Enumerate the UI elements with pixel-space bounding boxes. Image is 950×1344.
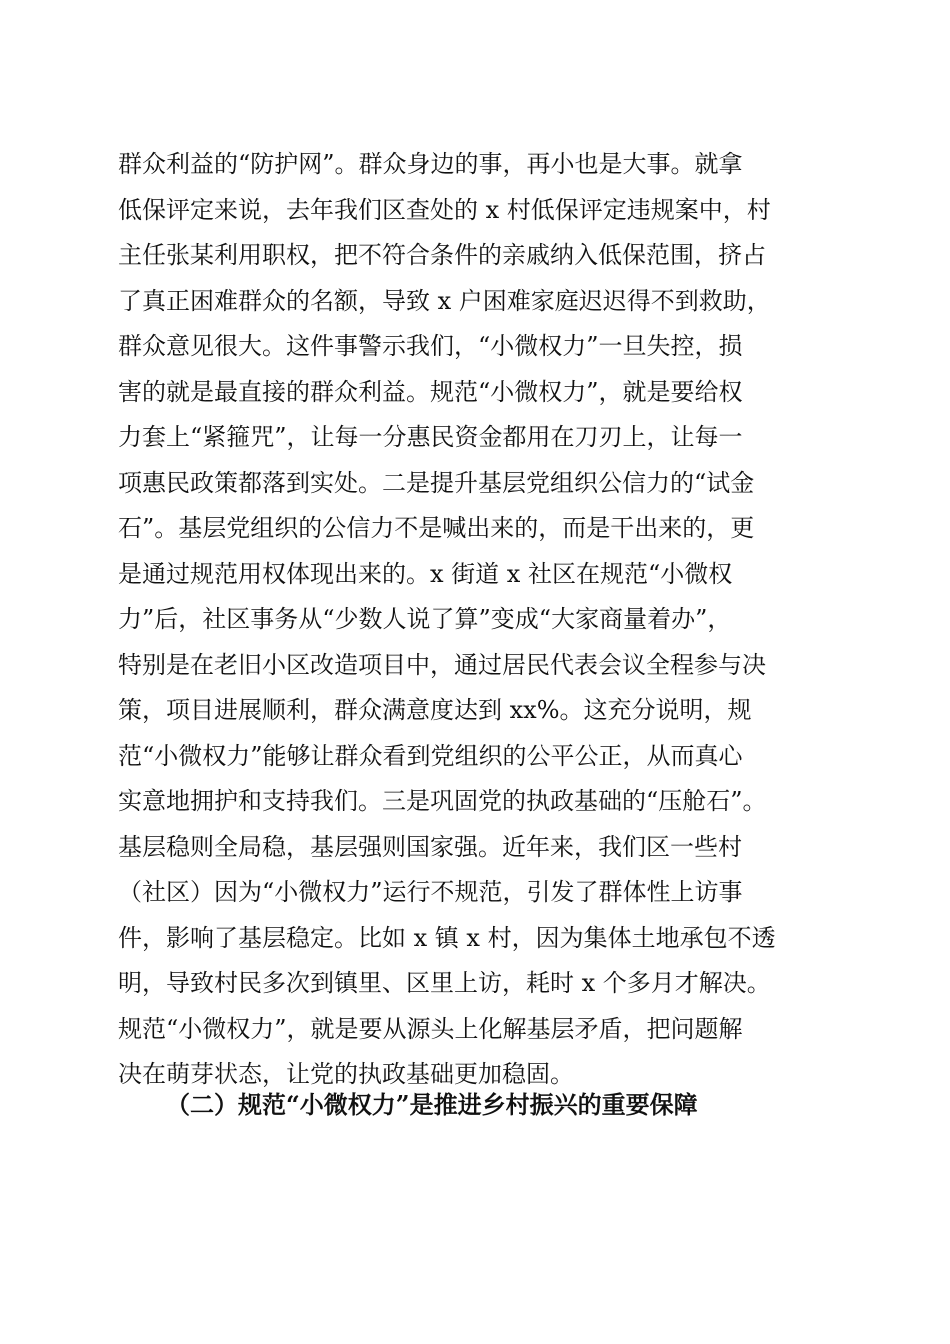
paragraph-line: 了真正困难群众的名额，导致 x 户困难家庭迟迟得不到救助，: [118, 286, 771, 315]
paragraph-line: 力”后，社区事务从“少数人说了算”变成“大家商量着办”，: [118, 605, 732, 633]
paragraph-line: 群众意见很大。这件事警示我们，“小微权力”一旦失控，损: [118, 332, 743, 360]
paragraph-line: 力套上“紧箍咒”，让每一分惠民资金都用在刀刃上，让每一: [118, 423, 743, 451]
paragraph-line: 群众利益的“防护网”。群众身边的事，再小也是大事。就拿: [118, 150, 743, 178]
paragraph-line: 害的就是最直接的群众利益。规范“小微权力”，就是要给权: [118, 377, 743, 406]
paragraph-line: 决在萌芽状态，让党的执政基础更加稳固。: [118, 1060, 574, 1088]
body-paragraph: [118, 142, 838, 1098]
paragraph-line: 石”。基层党组织的公信力不是喊出来的，而是干出来的，更: [118, 514, 755, 542]
paragraph-line: 策，项目进展顺利，群众满意度达到 xx%。这充分说明，规: [118, 696, 752, 724]
paragraph-line: 规范“小微权力”，就是要从源头上化解基层矛盾，把问题解: [118, 1014, 743, 1043]
paragraph-line: 是通过规范用权体现出来的。x 街道 x 社区在规范“小微权: [118, 559, 733, 588]
paragraph-line: 范“小微权力”能够让群众看到党组织的公平公正，从而真心: [118, 741, 743, 770]
paragraph-line: 实意地拥护和支持我们。三是巩固党的执政基础的“压舱石”。: [118, 787, 767, 815]
paragraph-line: 项惠民政策都落到实处。二是提升基层党组织公信力的“试金: [118, 468, 755, 497]
paragraph-line: 低保评定来说，去年我们区查处的 x 村低保评定违规案中，村: [118, 195, 771, 224]
paragraph-line: （社区）因为“小微权力”运行不规范，引发了群体性上访事: [118, 878, 743, 906]
paragraph-line: 特别是在老旧小区改造项目中，通过居民代表会议全程参与决: [118, 650, 766, 679]
paragraph-line: 件，影响了基层稳定。比如 x 镇 x 村，因为集体土地承包不透: [118, 923, 776, 952]
paragraph-line: 基层稳则全局稳，基层强则国家强。近年来，我们区一些村: [118, 832, 742, 861]
section-heading: （二）规范“小微权力”是推进乡村振兴的重要保障: [166, 1090, 698, 1119]
paragraph-line: 主任张某利用职权，把不符合条件的亲戚纳入低保范围，挤占: [118, 241, 766, 269]
paragraph-line: 明，导致村民多次到镇里、区里上访，耗时 x 个多月才解决。: [118, 969, 771, 997]
